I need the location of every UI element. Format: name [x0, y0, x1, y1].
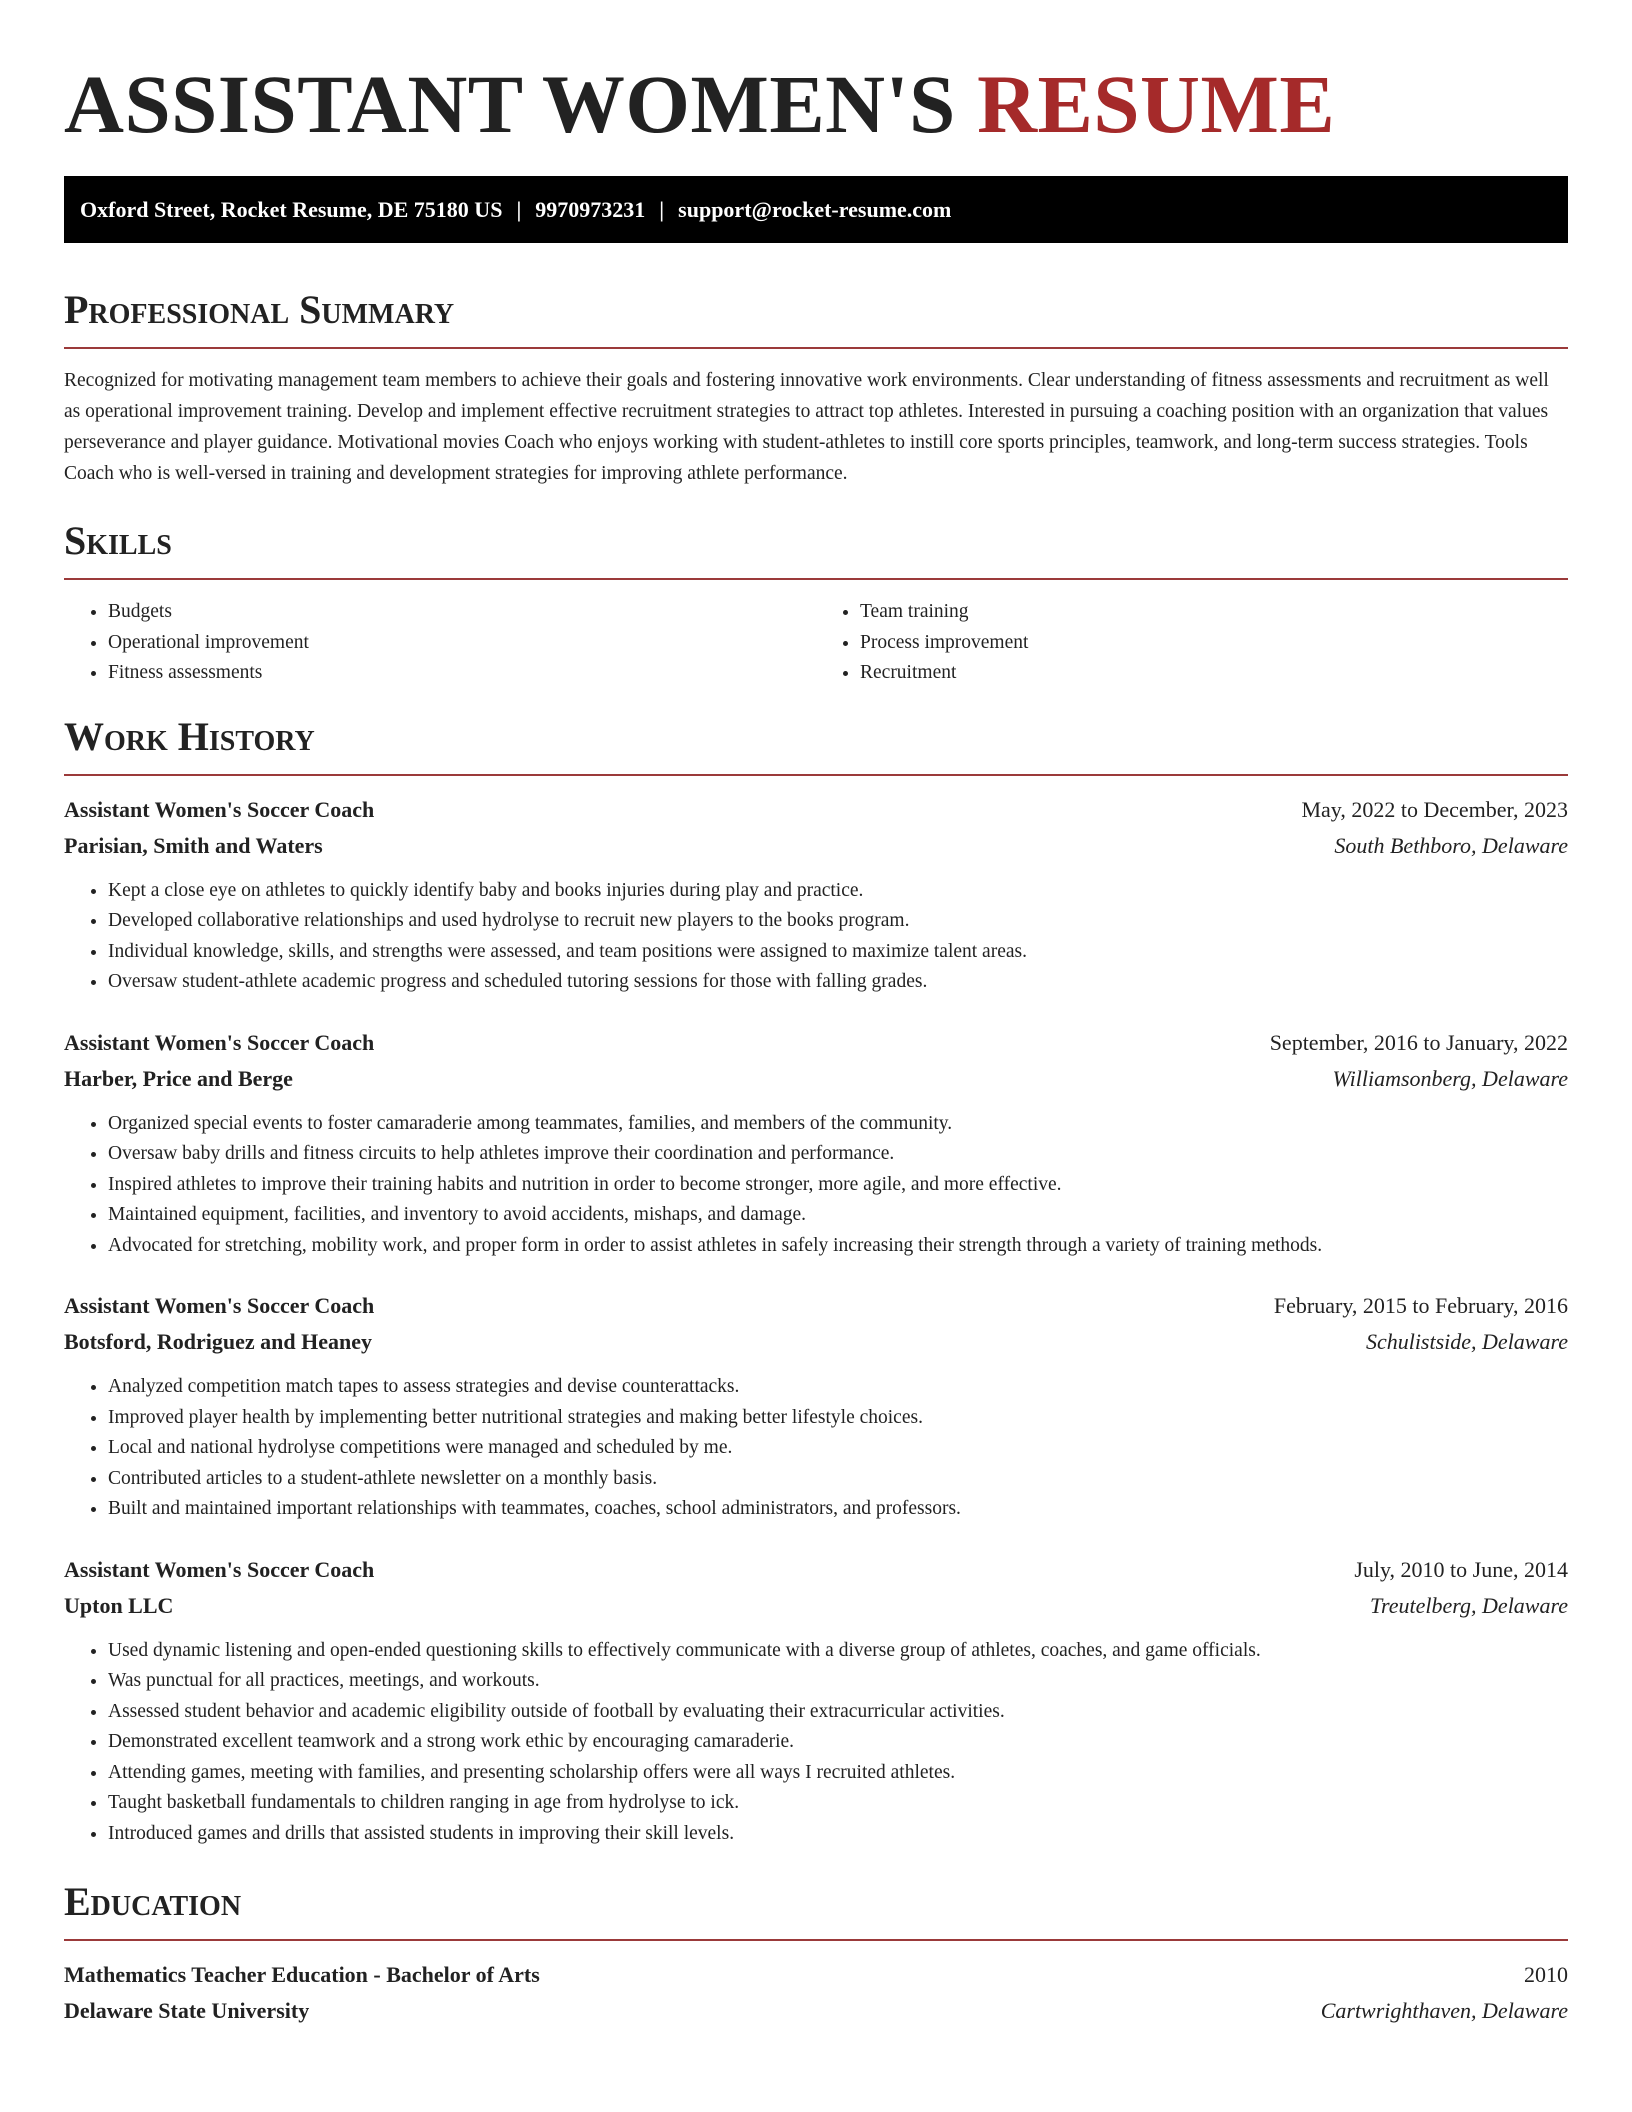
job-title: Assistant Women's Soccer Coach — [64, 1556, 375, 1582]
summary-text: Recognized for motivating management team members to achieve their goals and fostering innovative work environments. Clear understanding of fitness assessments and recruitment as well as operational improvement training. Develop and implement effective recruitment strategies to attract top athletes. Interested in pursuing a coaching position with an organization that values perseverance and player guidance. Motivational movies Coach who enjoys working with student-athletes to instill core sports principles, teamwork, and long-term success strategies. Tools Coach who is well-versed in training and development strategies for improving athlete performance. — [64, 370, 1549, 484]
job-entry — [64, 792, 1568, 998]
job-bullet: • Was punctual for all practices, meetings, and workouts. — [108, 1666, 1568, 1697]
job-bullet: • Attending games, meeting with families, and presenting scholarship offers were all ways I recruited athletes. — [108, 1758, 1568, 1789]
job-location: South Bethboro, Delaware — [1334, 832, 1568, 858]
skill-item: • Process improvement — [860, 628, 1568, 659]
job-bullet: • Local and national hydrolyse competitions were managed and scheduled by me. — [108, 1433, 1568, 1464]
job-bullet: • Analyzed competition match tapes to assess strategies and devise counterattacks. — [108, 1372, 1568, 1403]
job-bullets — [64, 1636, 1568, 1850]
education-year: 2010 — [1524, 1962, 1568, 1987]
skill-item: • Team training — [860, 597, 1568, 628]
job-bullets — [64, 876, 1568, 998]
job-company-row — [64, 1061, 1568, 1097]
job-bullet: • Developed collaborative relationships and used hydrolyse to recruit new players to the books program. — [108, 906, 1568, 937]
job-dates: May, 2022 to December, 2023 — [1301, 796, 1568, 822]
job-entry — [64, 1025, 1568, 1262]
contact-address: Oxford Street, Rocket Resume, DE 75180 US — [80, 197, 503, 222]
job-location: Schulistside, Delaware — [1365, 1329, 1568, 1354]
job-bullet: • Demonstrated excellent teamwork and a strong work ethic by encouraging camaraderie. — [108, 1727, 1568, 1758]
job-bullet: • Individual knowledge, skills, and strengths were assessed, and team positions were assigned to maximize talent areas. — [108, 937, 1568, 968]
skill-item: • Operational improvement — [108, 628, 816, 659]
job-company-row — [64, 1588, 1568, 1624]
job-location: Williamsonberg, Delaware — [1332, 1065, 1568, 1091]
title-accent: RESUME — [977, 58, 1336, 150]
job-bullet: • Assessed student behavior and academic eligibility outside of football by evaluating their extracurricular activities. — [108, 1697, 1568, 1728]
education-location: Cartwrighthaven, Delaware — [1320, 1998, 1568, 2023]
job-bullet: • Taught basketball fundamentals to children ranging in age from hydrolyse to ick. — [108, 1788, 1568, 1819]
skills-rule — [64, 578, 1568, 580]
skills-column-right — [816, 597, 1568, 689]
contact-email: support@rocket-resume.com — [678, 197, 952, 222]
job-bullet: • Introduced games and drills that assisted students in improving their skill levels. — [108, 1819, 1568, 1850]
education-school: Delaware State University — [64, 1998, 310, 2023]
job-bullet: • Built and maintained important relationships with teammates, coaches, school administrators, and professors. — [108, 1494, 1568, 1525]
education-rule — [64, 1939, 1568, 1941]
job-company-row — [64, 1324, 1568, 1360]
skill-item: • Fitness assessments — [108, 658, 816, 689]
education-heading: Education — [64, 1879, 242, 1924]
contact-bar — [64, 176, 1568, 243]
resume-title — [64, 0, 1568, 150]
job-bullet: • Improved player health by implementing better nutritional strategies and making better lifestyle choices. — [108, 1403, 1568, 1434]
contact-separator: | — [659, 197, 665, 222]
job-bullet: • Contributed articles to a student-athlete newsletter on a monthly basis. — [108, 1464, 1568, 1495]
job-bullet: • Kept a close eye on athletes to quickly identify baby and books injuries during play and practice. — [108, 876, 1568, 907]
job-bullet: • Maintained equipment, facilities, and inventory to avoid accidents, mishaps, and damage. — [108, 1200, 1568, 1231]
job-bullet: • Inspired athletes to improve their training habits and nutrition in order to become stronger, more agile, and more effective. — [108, 1170, 1568, 1201]
title-main: ASSISTANT WOMEN'S — [64, 58, 956, 150]
job-header-row — [64, 792, 1568, 828]
job-dates: July, 2010 to June, 2014 — [1354, 1556, 1568, 1582]
education-school-row — [64, 1993, 1568, 2029]
summary-heading: Professional Summary — [64, 287, 455, 332]
skills-column-left — [64, 597, 816, 689]
job-entry — [64, 1288, 1568, 1525]
job-company: Parisian, Smith and Waters — [64, 832, 323, 858]
work-heading: Work History — [64, 713, 315, 759]
job-entry — [64, 1552, 1568, 1850]
education-entry — [64, 1957, 1568, 2029]
summary-rule — [64, 347, 1568, 349]
job-dates: February, 2015 to February, 2016 — [1273, 1293, 1568, 1318]
job-bullet: • Used dynamic listening and open-ended questioning skills to effectively communicate with a diverse group of athletes, coaches, and game officials. — [108, 1636, 1568, 1667]
job-title: Assistant Women's Soccer Coach — [64, 1029, 375, 1055]
job-header-row — [64, 1552, 1568, 1588]
contact-separator: | — [516, 197, 522, 222]
education-header-row — [64, 1957, 1568, 1993]
education-degree: Mathematics Teacher Education - Bachelor of Arts — [64, 1962, 540, 1987]
job-bullet: • Advocated for stretching, mobility work, and proper form in order to assist athletes in safely increasing their strength through a variety of training methods. — [108, 1231, 1568, 1262]
job-location: Treutelberg, Delaware — [1370, 1592, 1568, 1618]
skills-list — [64, 597, 1568, 689]
job-title: Assistant Women's Soccer Coach — [64, 1293, 375, 1318]
skill-item: • Recruitment — [860, 658, 1568, 689]
job-bullet: • Organized special events to foster camaraderie among teammates, families, and members of the community. — [108, 1109, 1568, 1140]
job-company: Upton LLC — [64, 1592, 174, 1618]
job-dates: September, 2016 to January, 2022 — [1269, 1029, 1568, 1055]
job-bullets — [64, 1372, 1568, 1525]
job-bullets — [64, 1109, 1568, 1262]
skill-item: • Budgets — [108, 597, 816, 628]
job-bullet: • Oversaw student-athlete academic progress and scheduled tutoring sessions for those with falling grades. — [108, 967, 1568, 998]
work-rule — [64, 774, 1568, 776]
job-title: Assistant Women's Soccer Coach — [64, 796, 375, 822]
skills-heading: Skills — [64, 518, 172, 563]
job-company: Botsford, Rodriguez and Heaney — [64, 1329, 372, 1354]
job-company: Harber, Price and Berge — [64, 1065, 293, 1091]
contact-phone: 9970973231 — [535, 197, 646, 222]
job-bullet: • Oversaw baby drills and fitness circuits to help athletes improve their coordination and performance. — [108, 1139, 1568, 1170]
job-company-row — [64, 828, 1568, 864]
job-header-row — [64, 1025, 1568, 1061]
job-header-row — [64, 1288, 1568, 1324]
